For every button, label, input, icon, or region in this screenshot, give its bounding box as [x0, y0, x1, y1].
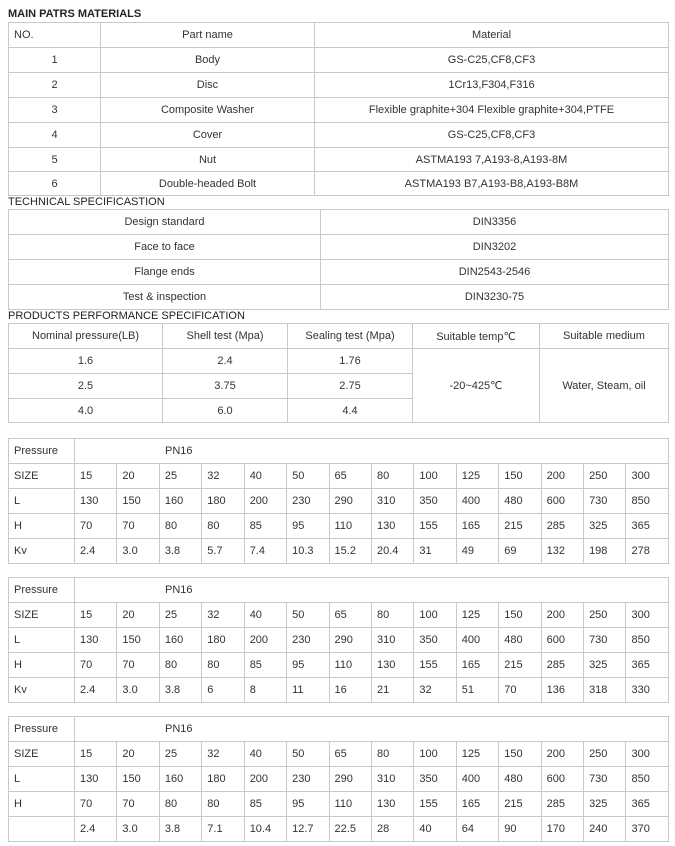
cell: 8 — [244, 678, 286, 703]
cell: 155 — [414, 653, 456, 678]
cell: Test & inspection — [9, 285, 321, 310]
table-row — [9, 628, 669, 653]
pressure-row — [9, 439, 669, 464]
cell: 80 — [371, 603, 413, 628]
cell: 49 — [456, 539, 498, 564]
table-row — [9, 285, 669, 310]
cell: 32 — [202, 603, 244, 628]
row-label: SIZE — [9, 464, 75, 489]
cell: GS-C25,CF8,CF3 — [315, 48, 669, 73]
cell: 70 — [117, 653, 159, 678]
cell: 200 — [541, 464, 583, 489]
pressure-value: PN16 — [75, 717, 669, 742]
row-label: H — [9, 514, 75, 539]
cell: DIN3202 — [321, 235, 669, 260]
header-cell: NO. — [9, 23, 101, 48]
cell: 70 — [117, 514, 159, 539]
row-label: L — [9, 489, 75, 514]
cell: 3.0 — [117, 817, 159, 842]
cell: Double-headed Bolt — [101, 172, 315, 196]
cell: 215 — [499, 653, 541, 678]
cell: 370 — [626, 817, 669, 842]
cell: 132 — [541, 539, 583, 564]
cell: ASTMA193 B7,A193-B8,A193-B8M — [315, 172, 669, 196]
cell: GS-C25,CF8,CF3 — [315, 123, 669, 148]
cell: 730 — [584, 767, 626, 792]
cell: 2.4 — [75, 678, 117, 703]
cell: 20 — [117, 464, 159, 489]
cell: Nut — [101, 148, 315, 172]
cell: 130 — [371, 653, 413, 678]
cell: 300 — [626, 742, 669, 767]
temp-cell: -20~425℃ — [413, 349, 540, 423]
cell: 170 — [541, 817, 583, 842]
cell: 310 — [371, 489, 413, 514]
cell: 200 — [541, 603, 583, 628]
cell: 100 — [414, 742, 456, 767]
cell: 5 — [9, 148, 101, 172]
cell: 20 — [117, 742, 159, 767]
cell: 290 — [329, 767, 371, 792]
cell: 50 — [287, 742, 329, 767]
table-row — [9, 514, 669, 539]
cell: 3.0 — [117, 678, 159, 703]
cell: 850 — [626, 628, 669, 653]
cell: 70 — [117, 792, 159, 817]
table-row — [9, 210, 669, 235]
cell: 100 — [414, 603, 456, 628]
pressure-row — [9, 578, 669, 603]
cell: 136 — [541, 678, 583, 703]
table-row — [9, 742, 669, 767]
pressure-value: PN16 — [75, 578, 669, 603]
cell: 25 — [159, 603, 201, 628]
cell: 365 — [626, 653, 669, 678]
cell: 15 — [75, 464, 117, 489]
table-row — [9, 148, 669, 172]
cell: 300 — [626, 464, 669, 489]
cell: 155 — [414, 514, 456, 539]
cell: 110 — [329, 514, 371, 539]
cell: 198 — [584, 539, 626, 564]
cell: 165 — [456, 653, 498, 678]
cell: 350 — [414, 767, 456, 792]
cell: 12.7 — [287, 817, 329, 842]
cell: ASTMA193 7,A193-8,A193-8M — [315, 148, 669, 172]
pressure-value: PN16 — [75, 439, 669, 464]
performance-table — [8, 323, 669, 423]
cell: 240 — [584, 817, 626, 842]
table-row — [9, 349, 669, 374]
materials-table — [8, 22, 669, 196]
cell: 2.75 — [288, 374, 413, 399]
cell: 250 — [584, 464, 626, 489]
cell: 2.4 — [75, 817, 117, 842]
cell: 200 — [244, 628, 286, 653]
cell: 130 — [371, 792, 413, 817]
cell: 40 — [244, 742, 286, 767]
dimension-table — [8, 438, 669, 564]
cell: DIN2543-2546 — [321, 260, 669, 285]
cell: Flexible graphite+304 Flexible graphite+304,PTFE — [315, 98, 669, 123]
cell: 80 — [202, 792, 244, 817]
cell: 600 — [541, 767, 583, 792]
dimension-table — [8, 577, 669, 703]
cell: 850 — [626, 489, 669, 514]
cell: 290 — [329, 628, 371, 653]
cell: 278 — [626, 539, 669, 564]
cell: 365 — [626, 514, 669, 539]
cell: 6 — [202, 678, 244, 703]
cell: 180 — [202, 628, 244, 653]
cell: 7.4 — [244, 539, 286, 564]
cell: 600 — [541, 489, 583, 514]
cell: 64 — [456, 817, 498, 842]
cell: 80 — [159, 653, 201, 678]
cell: 70 — [75, 514, 117, 539]
cell: 10.4 — [244, 817, 286, 842]
cell: 125 — [456, 603, 498, 628]
technical-table — [8, 209, 669, 310]
cell: DIN3230-75 — [321, 285, 669, 310]
cell: Design standard — [9, 210, 321, 235]
cell: 1Cr13,F304,F316 — [315, 73, 669, 98]
cell: 850 — [626, 767, 669, 792]
row-label — [9, 817, 75, 842]
cell: 180 — [202, 489, 244, 514]
cell: 325 — [584, 514, 626, 539]
cell: 480 — [499, 767, 541, 792]
cell: 160 — [159, 767, 201, 792]
cell: 200 — [541, 742, 583, 767]
cell: 730 — [584, 489, 626, 514]
cell: 15 — [75, 742, 117, 767]
cell: 400 — [456, 628, 498, 653]
cell: 330 — [626, 678, 669, 703]
cell: 325 — [584, 792, 626, 817]
cell: 16 — [329, 678, 371, 703]
materials-title: MAIN PATRS MATERIALS — [8, 8, 142, 20]
cell: 285 — [541, 653, 583, 678]
table-header-row — [9, 23, 669, 48]
pressure-row — [9, 717, 669, 742]
header-cell: Suitable temp℃ — [413, 324, 540, 349]
cell: 4 — [9, 123, 101, 148]
cell: 150 — [499, 603, 541, 628]
cell: 160 — [159, 489, 201, 514]
cell: 32 — [202, 742, 244, 767]
table-row — [9, 464, 669, 489]
cell: 150 — [117, 767, 159, 792]
cell: 130 — [75, 767, 117, 792]
cell: 125 — [456, 742, 498, 767]
header-cell: Nominal pressure(LB) — [9, 324, 163, 349]
row-label: H — [9, 653, 75, 678]
cell: 215 — [499, 792, 541, 817]
cell: 69 — [499, 539, 541, 564]
cell: Flange ends — [9, 260, 321, 285]
cell: 90 — [499, 817, 541, 842]
cell: 6.0 — [163, 399, 288, 423]
cell: 180 — [202, 767, 244, 792]
table-row — [9, 123, 669, 148]
cell: 3 — [9, 98, 101, 123]
cell: 80 — [371, 464, 413, 489]
header-cell: Sealing test (Mpa) — [288, 324, 413, 349]
cell: 480 — [499, 628, 541, 653]
cell: 250 — [584, 742, 626, 767]
table-row — [9, 817, 669, 842]
cell: 20.4 — [371, 539, 413, 564]
cell: 25 — [159, 464, 201, 489]
table-row — [9, 603, 669, 628]
cell: 20 — [117, 603, 159, 628]
cell: 350 — [414, 489, 456, 514]
cell: 7.1 — [202, 817, 244, 842]
cell: 25 — [159, 742, 201, 767]
cell: Face to face — [9, 235, 321, 260]
cell: 32 — [202, 464, 244, 489]
cell: 3.8 — [159, 678, 201, 703]
table-header-row — [9, 324, 669, 349]
cell: 310 — [371, 767, 413, 792]
cell: 150 — [117, 489, 159, 514]
cell: 310 — [371, 628, 413, 653]
cell: 70 — [75, 792, 117, 817]
cell: 80 — [159, 514, 201, 539]
cell: 2.4 — [75, 539, 117, 564]
cell: 285 — [541, 514, 583, 539]
cell: 480 — [499, 489, 541, 514]
cell: 290 — [329, 489, 371, 514]
cell: 165 — [456, 792, 498, 817]
cell: 200 — [244, 489, 286, 514]
cell: 31 — [414, 539, 456, 564]
cell: 365 — [626, 792, 669, 817]
header-cell: Part name — [101, 23, 315, 48]
cell: 350 — [414, 628, 456, 653]
table-row — [9, 172, 669, 196]
cell: 230 — [287, 628, 329, 653]
cell: 325 — [584, 653, 626, 678]
header-cell: Suitable medium — [540, 324, 669, 349]
cell: 15.2 — [329, 539, 371, 564]
table-row — [9, 489, 669, 514]
cell: 80 — [159, 792, 201, 817]
pressure-label: Pressure — [9, 439, 75, 464]
cell: Disc — [101, 73, 315, 98]
cell: 3.75 — [163, 374, 288, 399]
dimension-table — [8, 716, 669, 842]
cell: 5.7 — [202, 539, 244, 564]
cell: 95 — [287, 792, 329, 817]
header-cell: Material — [315, 23, 669, 48]
pressure-label: Pressure — [9, 717, 75, 742]
cell: 1 — [9, 48, 101, 73]
cell: 6 — [9, 172, 101, 196]
cell: 95 — [287, 514, 329, 539]
cell: 400 — [456, 767, 498, 792]
cell: 3.8 — [159, 539, 201, 564]
cell: 70 — [75, 653, 117, 678]
cell: 150 — [117, 628, 159, 653]
cell: 2 — [9, 73, 101, 98]
row-label: Kv — [9, 539, 75, 564]
cell: 200 — [244, 767, 286, 792]
cell: 65 — [329, 464, 371, 489]
row-label: H — [9, 792, 75, 817]
cell: 318 — [584, 678, 626, 703]
cell: 1.6 — [9, 349, 163, 374]
cell: 65 — [329, 742, 371, 767]
cell: 110 — [329, 653, 371, 678]
cell: 165 — [456, 514, 498, 539]
cell: 150 — [499, 742, 541, 767]
cell: 130 — [75, 628, 117, 653]
cell: 15 — [75, 603, 117, 628]
cell: 65 — [329, 603, 371, 628]
cell: 70 — [499, 678, 541, 703]
cell: 40 — [244, 464, 286, 489]
cell: 125 — [456, 464, 498, 489]
cell: Cover — [101, 123, 315, 148]
cell: 215 — [499, 514, 541, 539]
row-label: SIZE — [9, 742, 75, 767]
cell: 28 — [371, 817, 413, 842]
cell: 40 — [244, 603, 286, 628]
cell: 285 — [541, 792, 583, 817]
table-row — [9, 98, 669, 123]
cell: 21 — [371, 678, 413, 703]
cell: 2.5 — [9, 374, 163, 399]
cell: 50 — [287, 464, 329, 489]
cell: 400 — [456, 489, 498, 514]
cell: 95 — [287, 653, 329, 678]
cell: 11 — [287, 678, 329, 703]
cell: 85 — [244, 653, 286, 678]
table-row — [9, 792, 669, 817]
cell: 51 — [456, 678, 498, 703]
medium-cell: Water, Steam, oil — [540, 349, 669, 423]
pressure-label: Pressure — [9, 578, 75, 603]
performance-title: PRODUCTS PERFORMANCE SPECIFICATION — [8, 310, 245, 322]
row-label: Kv — [9, 678, 75, 703]
cell: 2.4 — [163, 349, 288, 374]
technical-title: TECHNICAL SPECIFICASTION — [8, 196, 165, 208]
row-label: L — [9, 767, 75, 792]
row-label: SIZE — [9, 603, 75, 628]
cell: 600 — [541, 628, 583, 653]
cell: 22.5 — [329, 817, 371, 842]
cell: 85 — [244, 514, 286, 539]
cell: 155 — [414, 792, 456, 817]
table-row — [9, 235, 669, 260]
row-label: L — [9, 628, 75, 653]
cell: DIN3356 — [321, 210, 669, 235]
cell: 50 — [287, 603, 329, 628]
cell: Body — [101, 48, 315, 73]
cell: 85 — [244, 792, 286, 817]
cell: 32 — [414, 678, 456, 703]
cell: 80 — [202, 514, 244, 539]
cell: 250 — [584, 603, 626, 628]
cell: 130 — [75, 489, 117, 514]
cell: 40 — [414, 817, 456, 842]
table-row — [9, 73, 669, 98]
cell: 300 — [626, 603, 669, 628]
header-cell: Shell test (Mpa) — [163, 324, 288, 349]
cell: 80 — [371, 742, 413, 767]
cell: 4.4 — [288, 399, 413, 423]
cell: Composite Washer — [101, 98, 315, 123]
cell: 230 — [287, 767, 329, 792]
table-row — [9, 260, 669, 285]
cell: 10.3 — [287, 539, 329, 564]
table-row — [9, 48, 669, 73]
cell: 80 — [202, 653, 244, 678]
table-row — [9, 767, 669, 792]
cell: 160 — [159, 628, 201, 653]
cell: 730 — [584, 628, 626, 653]
cell: 4.0 — [9, 399, 163, 423]
cell: 110 — [329, 792, 371, 817]
cell: 1.76 — [288, 349, 413, 374]
cell: 130 — [371, 514, 413, 539]
table-row — [9, 653, 669, 678]
table-row — [9, 678, 669, 703]
cell: 100 — [414, 464, 456, 489]
cell: 150 — [499, 464, 541, 489]
cell: 3.0 — [117, 539, 159, 564]
table-row — [9, 539, 669, 564]
cell: 3.8 — [159, 817, 201, 842]
cell: 230 — [287, 489, 329, 514]
